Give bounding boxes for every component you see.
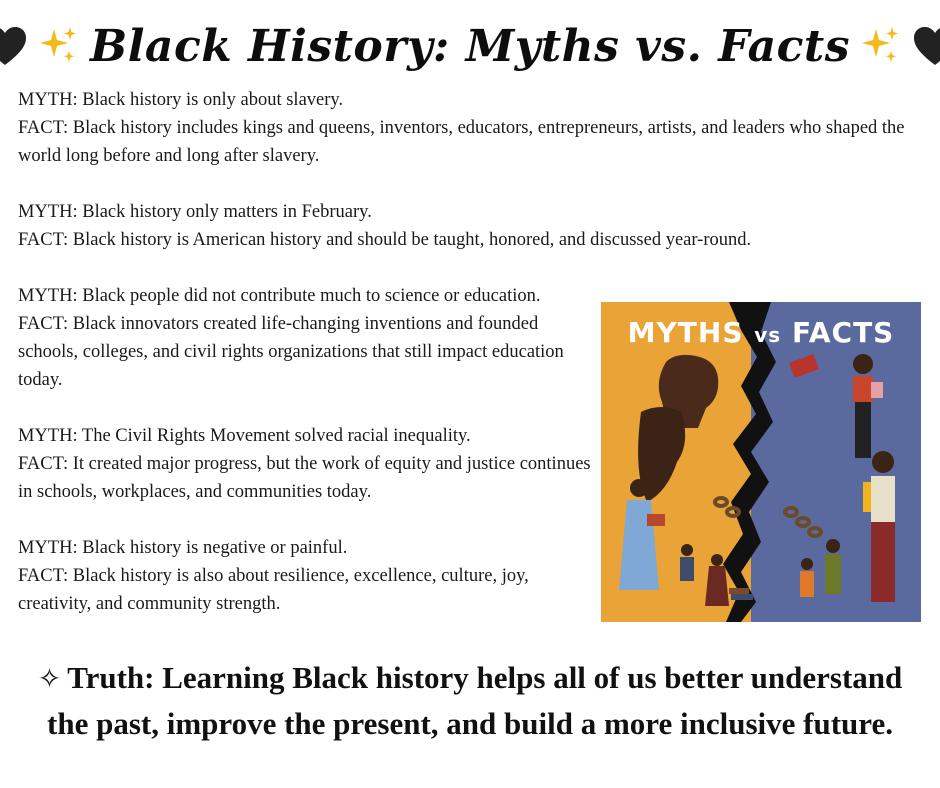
page-title [0,14,940,78]
sparkle-outline-icon: ✧ [37,664,62,695]
fact-text: FACT: Black innovators created life-changing inventions and founded schools, colleges, and civil rights organizations that still impact education today. [18,314,564,390]
fact-text: FACT: Black history is American history and should be taught, honored, and discussed year-round. [18,230,752,250]
sparkles-icon [860,25,902,67]
fact-text: FACT: It created major progress, but the work of equity and justice continues in schools, workplaces, and communities today. [18,454,591,502]
myth-text: MYTH: Black people did not contribute much to science or education. [18,286,541,306]
illustration-title-facts: FACTS [791,316,895,349]
fact-text: FACT: Black history is also about resilience, excellence, culture, joy, creativity, and community strength. [18,566,529,614]
truth-statement [20,656,920,746]
title-text: Black History: Myths vs. Facts [90,20,850,72]
illustration-title-myths: MYTHS [627,316,744,349]
black-heart-icon [0,25,28,67]
illustration-title-vs: vs [754,323,782,347]
myth-text: MYTH: Black history is only about slavery. [18,90,344,110]
fact-text: FACT: Black history includes kings and queens, inventors, educators, entrepreneurs, artists, and leaders who shaped the world long before and long after slavery. [18,118,905,166]
illustration-graphic [601,302,921,622]
myths-vs-facts-illustration [601,302,921,622]
black-heart-icon [912,25,940,67]
myth-text: MYTH: The Civil Rights Movement solved racial inequality. [18,426,471,446]
illustration-title [601,316,921,349]
myth-text: MYTH: Black history only matters in February. [18,202,372,222]
sparkles-icon [38,25,80,67]
truth-text: Truth: Learning Black history helps all of us better understand the past, improve the present, and build a more inclusive future. [47,660,903,741]
myth-text: MYTH: Black history is negative or painful. [18,538,348,558]
